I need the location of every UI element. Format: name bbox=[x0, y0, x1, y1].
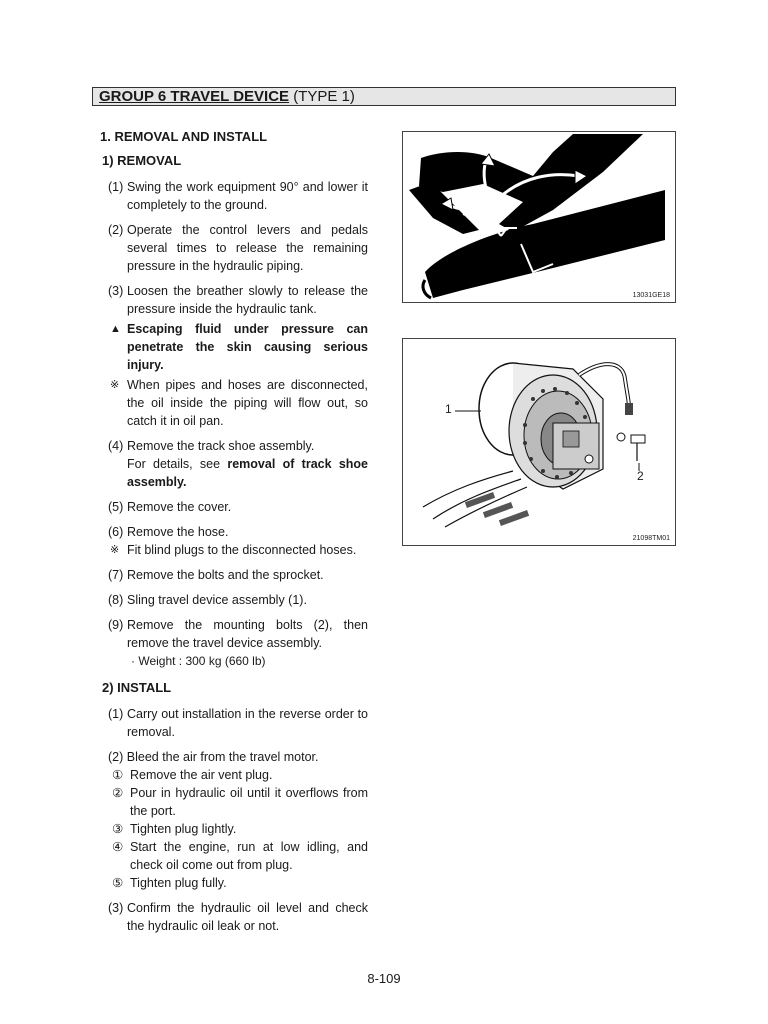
note-icon: ※ bbox=[110, 544, 120, 556]
step-number: (7) bbox=[108, 568, 124, 582]
step-text: Swing the work equipment 90° and lower it completely to the ground. bbox=[127, 180, 368, 212]
section-heading: 1. REMOVAL AND INSTALL bbox=[100, 129, 268, 144]
figure-swing-equipment bbox=[402, 131, 676, 303]
substep-text: Tighten plug fully. bbox=[130, 876, 227, 890]
step-text: Loosen the breather slowly to release the pressure inside the hydraulic tank. bbox=[127, 284, 368, 316]
install-step-2: (2) Bleed the air from the travel motor. bbox=[108, 750, 319, 764]
note-text: Fit blind plugs to the disconnected hoses. bbox=[127, 543, 357, 557]
install-heading: 2) INSTALL bbox=[102, 680, 172, 695]
figure-travel-device bbox=[402, 338, 676, 546]
step-text: Sling travel device assembly (1). bbox=[127, 593, 307, 607]
warning-icon: ▲ bbox=[110, 323, 121, 335]
title-group: GROUP 6 TRAVEL DEVICE bbox=[99, 88, 290, 105]
step-number: (2) bbox=[108, 223, 124, 237]
step-text: Remove the hose. bbox=[127, 525, 229, 539]
step-text: Remove the bolts and the sprocket. bbox=[127, 568, 324, 582]
step-text: Confirm the hydraulic oil level and check the hydraulic oil leak or not. bbox=[127, 901, 368, 933]
callout-1: 1 bbox=[445, 402, 452, 416]
install-step-3 bbox=[96, 899, 368, 935]
step-text: Remove the mounting bolts (2), then remove the travel device assembly. bbox=[127, 618, 368, 650]
substep-text: Pour in hydraulic oil until it overflows from the port. bbox=[130, 786, 368, 818]
detail-prefix: For details, see bbox=[127, 457, 228, 471]
note-icon: ※ bbox=[110, 379, 120, 391]
removal-step-2 bbox=[96, 221, 368, 275]
substep-number: ④ bbox=[112, 840, 124, 854]
removal-step-3 bbox=[96, 282, 368, 318]
note-text: When pipes and hoses are disconnected, the oil inside the piping will flow out, so catch it in oil pan. bbox=[127, 378, 368, 428]
weight-spec: · Weight : 300 kg (660 lb) bbox=[131, 654, 266, 668]
callout-2: 2 bbox=[637, 469, 644, 483]
removal-step-4 bbox=[96, 437, 368, 455]
step-number: (3) bbox=[108, 284, 124, 298]
substep-number: ③ bbox=[112, 822, 124, 836]
title-type: (TYPE 1) bbox=[289, 88, 355, 105]
step-4-detail bbox=[96, 455, 368, 491]
step-number: (1) bbox=[108, 180, 124, 194]
removal-step-6 bbox=[96, 523, 368, 541]
install-substep-1 bbox=[96, 766, 368, 784]
figure-code: 21098TM01 bbox=[632, 535, 670, 542]
warning-text: Escaping fluid under pressure can penetrate the skin causing serious injury. bbox=[127, 322, 368, 372]
page-number: 8-109 bbox=[367, 971, 401, 986]
install-substep-3 bbox=[96, 820, 368, 838]
removal-step-8 bbox=[96, 591, 368, 609]
step-number: (9) bbox=[108, 618, 124, 632]
install-substep-5 bbox=[96, 874, 368, 892]
substep-number: ② bbox=[112, 786, 124, 800]
step-number: (8) bbox=[108, 593, 124, 607]
removal-step-7 bbox=[96, 566, 368, 584]
figure-code: 13031GE18 bbox=[632, 292, 670, 299]
warning-note bbox=[96, 320, 368, 374]
step-number: (4) bbox=[108, 439, 124, 453]
install-substep-4 bbox=[96, 838, 368, 874]
removal-step-1 bbox=[96, 178, 368, 214]
substep-number: ① bbox=[112, 768, 124, 782]
step-text: Operate the control levers and pedals several times to release the remaining pressure in the hydraulic piping. bbox=[127, 223, 368, 273]
step-number: (6) bbox=[108, 525, 124, 539]
removal-step-5 bbox=[96, 498, 368, 516]
substep-text: Remove the air vent plug. bbox=[130, 768, 273, 782]
step-text: Remove the cover. bbox=[127, 500, 232, 514]
step-number: (3) bbox=[108, 901, 124, 915]
detail-reference: removal of track shoe assembly. bbox=[127, 457, 368, 489]
removal-heading: 1) REMOVAL bbox=[102, 153, 182, 168]
page-title bbox=[92, 87, 676, 106]
travel-device-illustration bbox=[403, 339, 675, 545]
step-number: (1) bbox=[108, 707, 124, 721]
step-text: Remove the track shoe assembly. bbox=[127, 439, 315, 453]
removal-step-9 bbox=[96, 616, 368, 652]
install-substep-2 bbox=[96, 784, 368, 820]
substep-text: Start the engine, run at low idling, and check oil come out from plug. bbox=[130, 840, 368, 872]
substep-text: Tighten plug lightly. bbox=[130, 822, 237, 836]
substep-number: ⑤ bbox=[112, 876, 124, 890]
oil-note bbox=[96, 376, 368, 430]
blind-plug-note bbox=[96, 541, 368, 559]
install-step-1 bbox=[96, 705, 368, 741]
step-number: (5) bbox=[108, 500, 124, 514]
swing-boom-illustration bbox=[403, 132, 675, 302]
step-text: Carry out installation in the reverse order to removal. bbox=[127, 707, 368, 739]
text-column bbox=[96, 128, 368, 942]
